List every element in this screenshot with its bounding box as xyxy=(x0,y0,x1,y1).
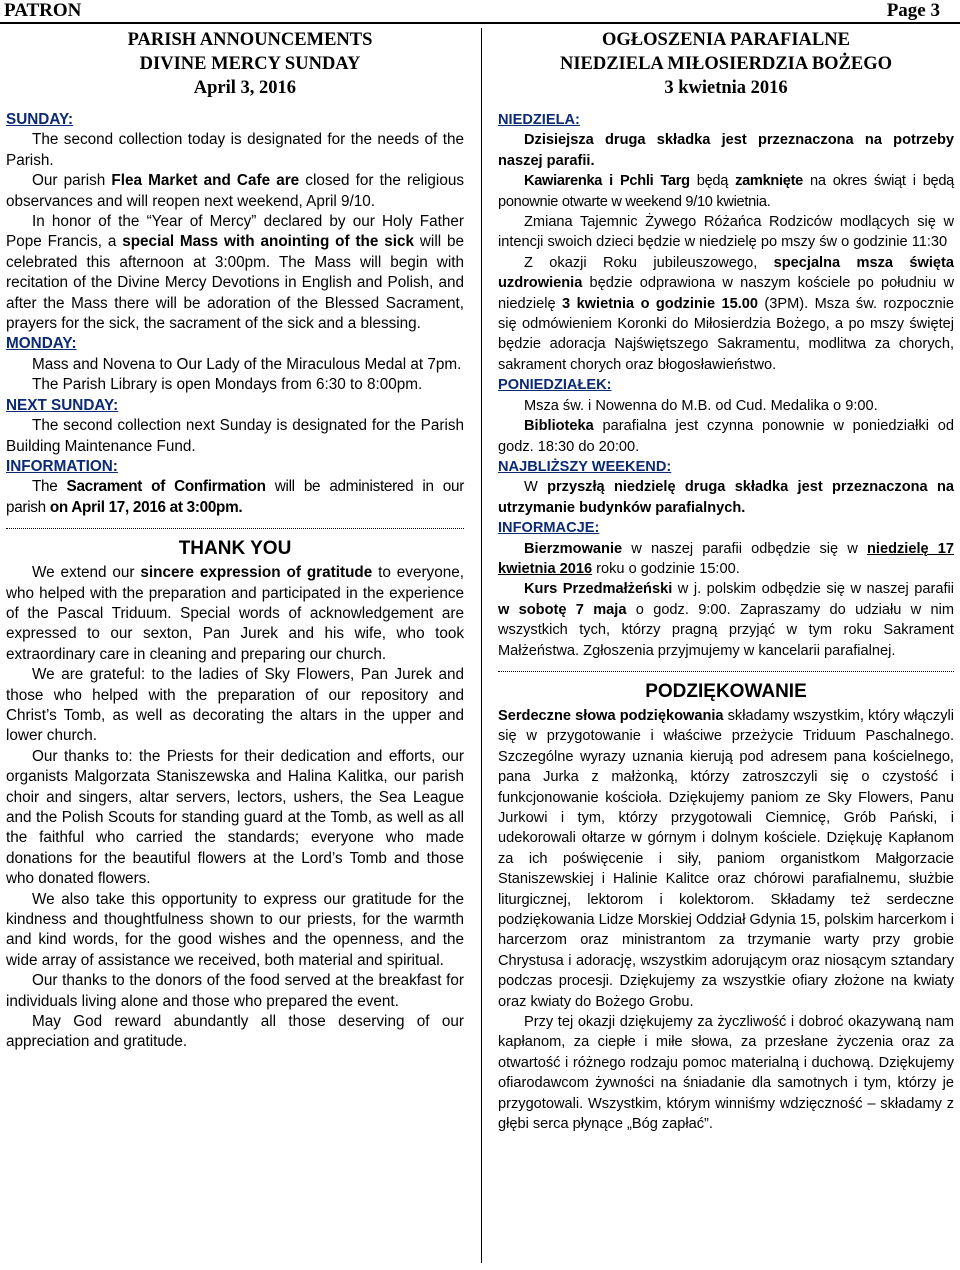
page-header xyxy=(0,0,960,24)
column-divider xyxy=(481,28,482,1263)
niedziela-mass: Z okazji Roku jubileuszowego, specjalna msza święta uzdrowienia będzie odprawiona w naszym kościele po południu w niedzielę 3 kwietnia o godzinie 15.00 (3PM). Msza św. rozpocznie się odmówieniem Koronki do Miłosierdzia Bożego, a po mszy świętej będzie adoracja Najświętszego Sakramentu, modlitwa za chorych, sakrament chorych oraz błogosławieństwo. xyxy=(498,254,955,373)
dotted-separator xyxy=(6,520,464,529)
niedziela-cafe: Kawiarenka i Pchli Targ będą zamknięte na okres świąt i będą ponownie otwarte w weekend 9/10 kwietnia. xyxy=(498,173,954,210)
podziekowanie-paragraph-2: Przy tej okazji dziękujemy za życzliwość i dobroć okazywaną nam kapłanom, za ciepłe i miłe słowa, za przesłane życzenia oraz za otwartość i różnego rodzaju pomoc materialną i duchową. Dziękujemy ofiarodawcom żywności na śniadanie dla samotnych i tym, którzy je przygotowali. Wszystkim, którym winniśmy wdzięczność – składamy z głębi serca płynące „Bóg zapłać”. xyxy=(498,1014,954,1133)
monday-library: The Parish Library is open Mondays from 6:30 to 8:00pm. xyxy=(32,376,423,394)
najblizszy-collection: W przyszłą niedzielę druga składka jest przeznaczona na utrzymanie budynków parafialnych. xyxy=(498,479,954,516)
information-heading: INFORMATION: xyxy=(6,457,118,475)
monday-novena: Mass and Novena to Our Lady of the Miraculous Medal at 7pm. xyxy=(32,355,462,373)
thanks-paragraph-4: We also take this opportunity to express our gratitude for the kindness and thoughtfulness shown to our priests, for the warmth and kind words, for the good wishes and the openness, and the wide array of assistance we received, both material and spiritual. xyxy=(6,890,464,969)
informacje-confirmation: Bierzmowanie w naszej parafii odbędzie się w niedzielę 17 kwietnia 2016 roku o godzinie 15:00. xyxy=(498,540,954,577)
dotted-separator xyxy=(498,663,954,672)
podziekowanie-heading: PODZIĘKOWANIE xyxy=(645,680,807,702)
poniedzialek-mass: Msza św. i Nowenna do M.B. od Cud. Medalika o 9:00. xyxy=(524,397,878,414)
bulletin-name: PATRON xyxy=(4,0,82,21)
niedziela-collection: Dzisiejsza druga składka jest przeznaczona na potrzeby naszej parafii. xyxy=(498,132,954,169)
english-title: PARISH ANNOUNCEMENTS xyxy=(127,30,373,50)
thank-you-heading: THANK YOU xyxy=(178,538,292,560)
polish-date: 3 kwietnia 2016 xyxy=(664,78,788,98)
najblizszy-weekend-heading: NAJBLIŻSZY WEEKEND: xyxy=(498,458,672,475)
thanks-paragraph-6: May God reward abundantly all those deserving of our appreciation and gratitude. xyxy=(6,1013,464,1051)
podziekowanie-paragraph-1: Serdeczne słowa podziękowania składamy wszystkim, który włączyli się w przygotowanie i właściwe przeżycie Triduum Paschalnego. Szczególne wyrazy uznania kierują pod adresem pana kościelnego, pana Jurka z małżonką, którzy zatroszczyli się o czystość i funkcjonowanie kościoła. Dziękujemy paniom ze Sky Flowers, Panu Jurkowi i tym, którzy przygotowali Ciemnicę, Grób Pański, i udekorowali ołtarze w górnym i dolnym kościele. Dziękuję Kapłanom za ich poświęcenie i siły, paniom organistkom Małgorzacie Staniszewskiej i Halinie Kalitce oraz chórowi parafialnemu, służbie liturgicznej, lektorom i kolektorom. Składamy też serdeczne podziękowania Lidze Morskiej Oddział Gdynia 15, polskim harcerkom i harcerzom oraz ministrantom za trzymanie warty przy grobie Chrystusa i adorację, wszystkim adorującym oraz niosącym sztandary podczas procesji. Dziękujemy za wszystkie ofiary złożone na kwiaty oraz kwiaty do Bożego Grobu. xyxy=(498,707,954,1010)
sunday-collection: The second collection today is designated for the needs of the Parish. xyxy=(6,131,464,169)
sunday-flea-market: Our parish Flea Market and Cafe are closed for the religious observances and will reopen next weekend, April 9/10. xyxy=(6,172,464,210)
english-subtitle: DIVINE MERCY SUNDAY xyxy=(139,54,361,74)
page-number: Page 3 xyxy=(886,0,940,21)
thanks-paragraph-3: Our thanks to: the Priests for their dedication and efforts, our organists Malgorzata Staniszewska and Halina Kalitka, our parish choir and singers, altar servers, lectors, ushers, the Sea League and the Polish Scouts for standing guard at the Tomb, as well as all the faithful who carried the standards; everyone who made donations for the beautiful flowers at the Lord’s Tomb and those who donated flowers. xyxy=(6,747,464,888)
polish-column xyxy=(498,28,954,1135)
informacje-marriage-course: Kurs Przedmałżeński w j. polskim odbędzie się w naszej parafii w sobotę 7 maja o godz. 9:00. Zapraszamy do udziału w nim wszystkich tych, którzy pragną przyjąć w tym roku Sakrament Małżeństwa. Zgłoszenia przyjmujemy w kancelarii parafialnej. xyxy=(498,581,954,659)
poniedzialek-heading: PONIEDZIAŁEK: xyxy=(498,377,612,394)
next-sunday-heading: NEXT SUNDAY: xyxy=(6,396,119,414)
niedziela-rosary: Zmiana Tajemnic Żywego Różańca Rodziców modlących się w intencji swoich dzieci będzie w niedzielę po mszy św o godzinie 11:30 xyxy=(498,214,954,251)
thanks-paragraph-1: We extend our sincere expression of gratitude to everyone, who helped with the preparation and participated in the experience of the Pascal Triduum. Special words of acknowledgement are expressed to our sexton, Pan Jurek and his wife, who took extraordinary care in cleaning and preparing our church. xyxy=(6,564,464,663)
niedziela-heading: NIEDZIELA: xyxy=(498,112,580,128)
informacje-heading: INFORMACJE: xyxy=(498,520,600,537)
monday-heading: MONDAY: xyxy=(6,335,77,353)
poniedzialek-library: Biblioteka parafialna jest czynna ponownie w poniedziałki od godz. 18:30 do 20:00. xyxy=(498,418,954,455)
next-sunday-collection: The second collection next Sunday is designated for the Parish Building Maintenance Fund. xyxy=(6,417,464,455)
english-date: April 3, 2016 xyxy=(193,78,296,98)
sunday-heading: SUNDAY: xyxy=(6,111,74,128)
sunday-mercy-mass: In honor of the “Year of Mercy” declared by our Holy Father Pope Francis, a special Mass with anointing of the sick will be celebrated this afternoon at 3:00pm. The Mass will begin with recitation of the Divine Mercy Devotions in English and Polish, and after the Mass there will be adoration of the Blessed Sacrament, prayers for the sick, the sacrament of the sick and a blessing. xyxy=(6,213,464,333)
english-column xyxy=(6,28,464,1053)
polish-title: OGŁOSZENIA PARAFIALNE xyxy=(602,30,850,50)
polish-subtitle: NIEDZIELA MIŁOSIERDZIA BOŻEGO xyxy=(559,54,893,74)
confirmation-info: The Sacrament of Confirmation will be administered in our parish on April 17, 2016 at 3:00pm. xyxy=(6,478,464,516)
thanks-paragraph-2: We are grateful: to the ladies of Sky Flowers, Pan Jurek and those who helped with the preparation of our repository and Christ’s Tomb, as well as decorating the altars in the upper and lower church. xyxy=(6,666,464,745)
thanks-paragraph-5: Our thanks to the donors of the food served at the breakfast for individuals living alone and those who prepared the event. xyxy=(6,972,464,1010)
